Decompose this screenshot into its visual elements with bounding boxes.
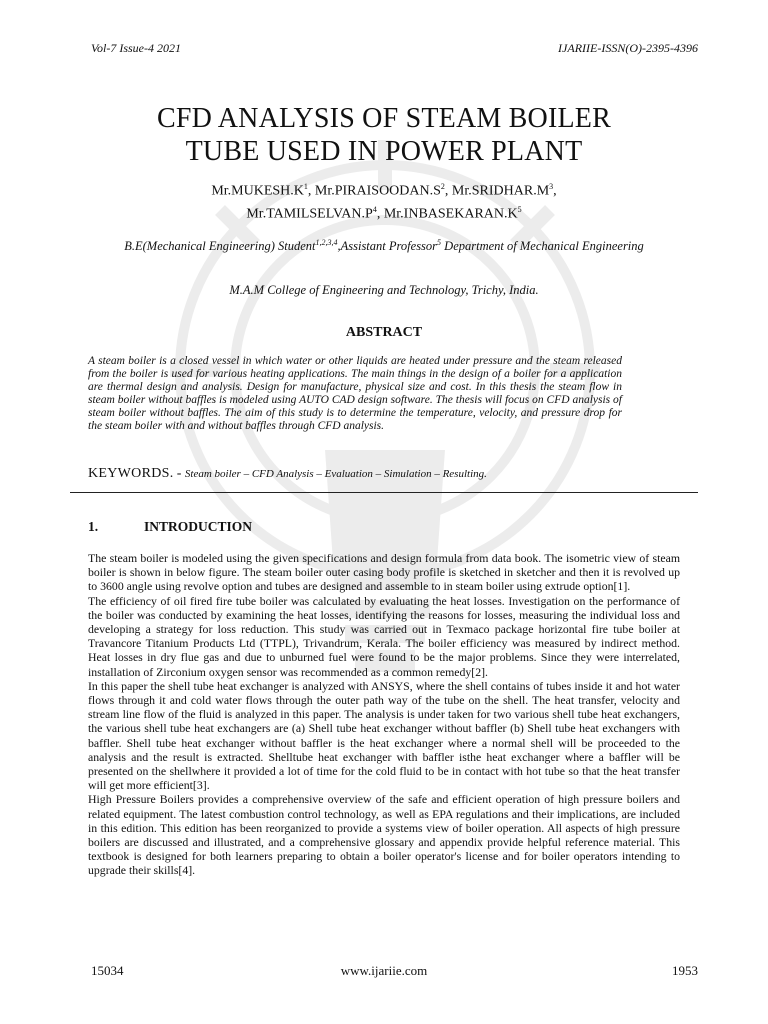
affiliation-role-2: ,Assistant Professor: [337, 239, 438, 254]
header-issn: IJARIIE-ISSN(O)-2395-4396: [558, 41, 698, 55]
footer-paper-id: 15034: [91, 963, 124, 978]
body-paragraph: High Pressure Boilers provides a comprehensive overview of the safe and efficient operation of high pressure boilers and related equipment. The latest combustion control technology, as well as EPA regulations and their implications, are included in this edition. This edition has been reorganized to provide a systems view of boiler operation. All aspects of high pressure boilers are discussed and illustrated, and a comprehensive glossary and appendix provide helpful reference material. This textbook is designed for both learners preparing to obtain a boiler operator's license and for boiler operators intending to upgrade their skills[4].: [88, 792, 680, 878]
author-list: [60, 178, 708, 223]
author-sup: 4: [372, 204, 377, 214]
author-name: Mr.SRIDHAR.M: [451, 183, 550, 199]
section-number: 1.: [88, 519, 99, 534]
introduction-body: [88, 551, 680, 878]
keywords-text: Steam boiler – CFD Analysis – Evaluation – Simulation – Resulting.: [184, 468, 487, 480]
section-title: INTRODUCTION: [144, 519, 253, 534]
author-name: Mr.MUKESH.K: [211, 183, 304, 199]
author-sup: 3: [549, 182, 554, 191]
abstract-text: A steam boiler is a closed vessel in which water or other liquids are heated under pressure and the steam released from the boiler is used for various heating applications. The main things in the design of a boiler for a application are thermal design and analysis. Design for manufacture, physical size and cost. In this thesis the steam flow in steam boiler without baffles is modeled using AUTO CAD design software. The thesis will focus on CFD analysis of steam boiler without baffles. The aim of this study is to determine the temperature, velocity, and pressure drop for the steam boiler with and without baffles through CFD analysis.: [88, 355, 622, 432]
keywords: [88, 466, 688, 482]
paper-title: [60, 102, 708, 168]
keywords-label: KEYWORDS: [88, 466, 170, 481]
body-paragraph: In this paper the shell tube heat exchanger is analyzed with ANSYS, where the shell contains of tubes inside it and hot water flows through it and cold water flows through the outer path way of the tube on the shell. The heat transfer, velocity and stream line flow of the fluid is analyzed in this paper. The analysis is under taken for two various shell tube heat exchangers, the various shell tube heat exchangers are (a) Shell tube heat exchanger without baffler (b) Shell tube heat exchangers with baffler. Shell tube heat exchanger without baffler is the heat exchanger where a normal shell will be proceeded to the analysis and the result is extracted. Shelltube heat exchanger with baffler isthe heat exchanger where a baffler will be presented on the shellwhere it provided a lot of time for the cold fluid to be in contact with hot tube so that the heat transfer will get more efficient[3].: [88, 678, 680, 793]
paper-title-line-1: CFD ANALYSIS OF STEAM BOILER: [157, 103, 611, 134]
author-line-1: $Mr.MUKESH.K^1$, $Mr.PIRAISOODAN.S^2$, $Mr.SRIDHAR.M^3$,: [211, 182, 557, 199]
affiliation-sup-2: 5: [437, 238, 442, 247]
author-name: Mr.INBASEKARAN.K: [383, 206, 518, 222]
author-sup: 2: [440, 182, 445, 191]
footer-page-number: 1953: [672, 963, 698, 978]
author-sup: 5: [517, 204, 522, 214]
affiliation-college: M.A.M College of Engineering and Technology, Trichy, India.: [229, 283, 539, 297]
header-volume: Vol-7 Issue-4 2021: [91, 41, 181, 55]
body-paragraph: The efficiency of oil fired fire tube boiler was calculated by evaluating the heat losses. Investigation on the performance of the boiler was conducted by examining the heat losses, identifying the reasons for losses, measuring the individual loss and developing a strategy for loss reduction. This study was carried out in Texmaco package horizontal fire tube boiler at Travancore Titanium Products Ltd (TTPL), Trivandrum, Kerala. The boiler efficiency was measured by indirect method. Heat losses in dry flue gas and due to unburned fuel were found to be the major problems. Since they were interrelated, installation of Zirconium oxygen sensor was recommended as a common remedy[2].: [88, 593, 680, 679]
affiliation-role: B.E(Mechanical Engineering) Student: [124, 239, 316, 254]
keywords-separator: . -: [169, 466, 185, 481]
footer-website-link[interactable]: www.ijariie.com: [340, 963, 428, 978]
abstract-heading: ABSTRACT: [345, 325, 423, 340]
affiliation: [88, 226, 680, 263]
affiliation-department: Department of Mechanical Engineering: [441, 239, 644, 254]
paper-title-line-2: TUBE USED IN POWER PLANT: [185, 136, 583, 167]
author-name: Mr.PIRAISOODAN.S: [314, 183, 441, 199]
author-name: Mr.TAMILSELVAN.P: [246, 206, 373, 222]
section-divider: [70, 492, 698, 493]
author-line-2: $Mr.TAMILSELVAN.P^4$, $Mr.INBASEKARAN.K^5$: [246, 204, 522, 222]
body-paragraph: The steam boiler is modeled using the given specifications and design formula from data book. The isometric view of steam boiler is shown in below figure. The steam boiler outer casing body profile is sketched in sketcher and then it is revolved up to 3600 angle using revolve option and tubes are designed and assemble to in steam boiler using extrude option[1].: [88, 551, 680, 594]
author-sup: 1: [303, 182, 308, 191]
affiliation-sup: 1,2,3,4: [315, 238, 338, 247]
